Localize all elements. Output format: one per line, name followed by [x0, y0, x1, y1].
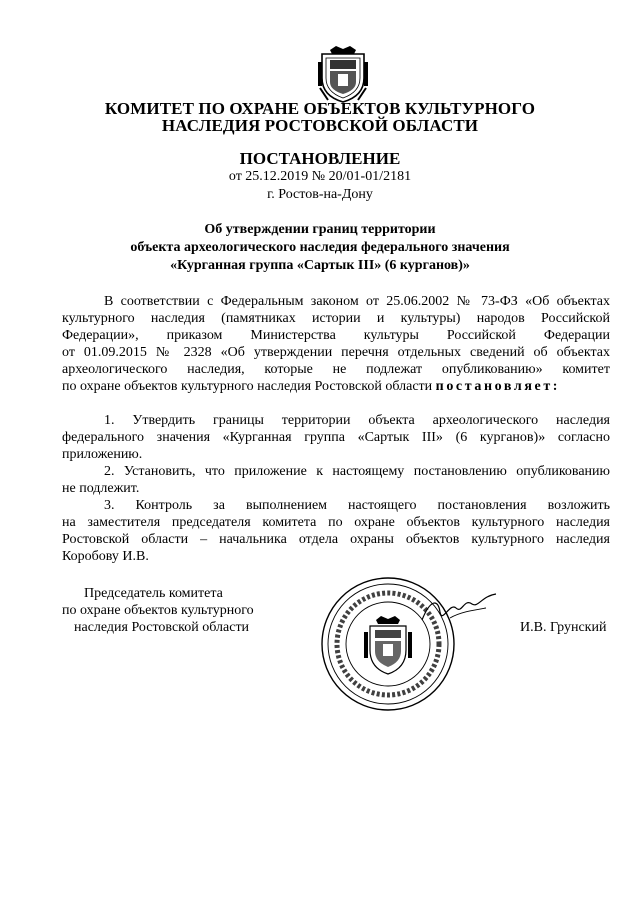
document-place: г. Ростов-на-Дону — [267, 187, 373, 202]
item-1-last-line: приложению. — [62, 447, 143, 462]
item-1-line: федерального значения «Курганная группа «Сартык III» (6 курганов)» согласно — [62, 430, 610, 445]
document-type: ПОСТАНОВЛЕНИЕ — [239, 149, 401, 168]
organization-name-line1: КОМИТЕТ ПО ОХРАНЕ ОБЪЕКТОВ КУЛЬТУРНОГО — [104, 99, 536, 118]
preamble-line: культурного наследия (памятниках истории и культуры) народов Российской — [62, 311, 610, 326]
item-3-line: 3. Контроль за выполнением настоящего постановления возложить — [104, 498, 610, 513]
subject-line2: объекта археологического наследия федерального значения — [130, 240, 510, 255]
item-3-line: Ростовской области – начальника отдела охраны объектов культурного наследия — [62, 532, 610, 547]
subject-line3: «Курганная группа «Сартык III» (6 курганов)» — [170, 258, 470, 273]
signer-title-line1: Председатель комитета — [84, 586, 223, 601]
preamble-line: Федерации», приказом Министерства культуры Российской Федерации — [62, 328, 610, 343]
coat-of-arms-icon — [316, 44, 370, 104]
signer-name: И.В. Грунский — [520, 620, 607, 635]
item-3-line: на заместителя председателя комитета по охране объектов культурного наследия — [62, 515, 610, 530]
item-3-last-line: Коробову И.В. — [62, 549, 149, 564]
preamble-last-line — [62, 379, 560, 395]
organization-name-line2: НАСЛЕДИЯ РОСТОВСКОЙ ОБЛАСТИ — [161, 116, 479, 135]
preamble-line: археологического наследия, которые не подлежат опубликованию» комитет — [62, 362, 610, 377]
signer-title-line3: наследия Ростовской области — [74, 620, 250, 635]
document-date-number: от 25.12.2019 № 20/01-01/2181 — [228, 169, 412, 184]
preamble-line: В соответствии с Федеральным законом от 25.06.2002 № 73-ФЗ «Об объектах — [104, 294, 610, 309]
signer-title-line2: по охране объектов культурного — [62, 603, 254, 618]
item-2-last-line: не подлежит. — [62, 481, 140, 496]
handwritten-signature-icon — [420, 590, 500, 630]
preamble-line: от 01.09.2015 № 2328 «Об утверждении перечня отдельных сведений об объектах — [62, 345, 610, 360]
item-1-line: 1. Утвердить границы территории объекта археологического наследия — [104, 413, 610, 428]
resolves-keyword: постановляет: — [435, 379, 561, 394]
subject-line1: Об утверждении границ территории — [204, 222, 436, 237]
preamble-last-text: по охране объектов культурного наследия Ростовской области — [62, 379, 433, 394]
item-2-line: 2. Установить, что приложение к настоящему постановлению опубликованию — [104, 464, 610, 479]
